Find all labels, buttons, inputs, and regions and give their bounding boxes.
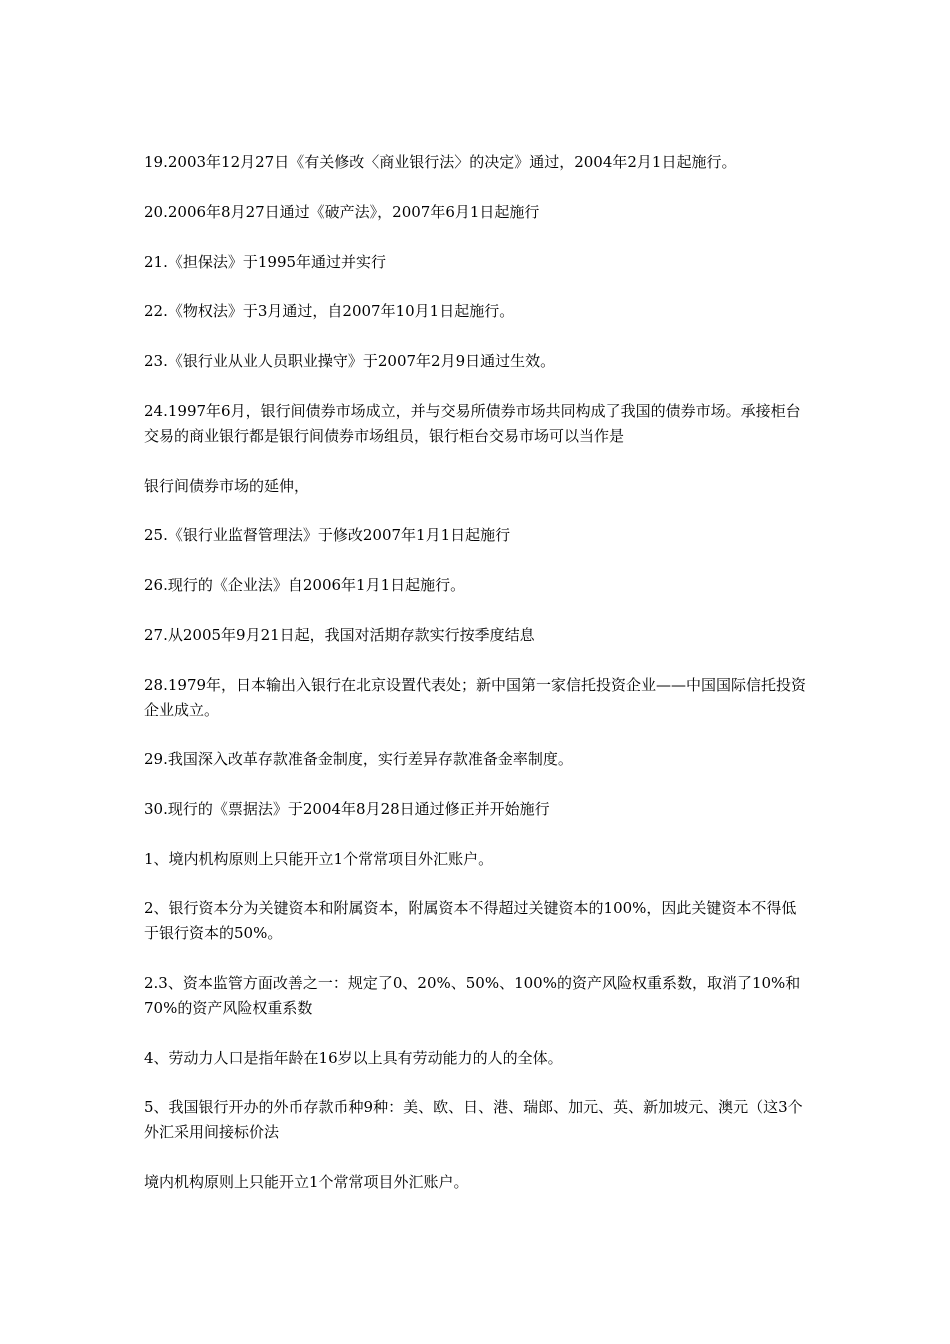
paragraph-23: 23.《银行业从业人员职业操守》于2007年2月9日通过生效。 [144,352,556,370]
paragraph-20: 20.2006年8月27日通过《破产法》，2007年6月1日起施行 [144,203,540,221]
paragraph-30: 30.现行的《票据法》于2004年8月28日通过修正并开始施行 [144,800,550,818]
paragraph-25: 25.《银行业监督管理法》于修改2007年1月1日起施行 [144,526,511,544]
paragraph-27: 27.从2005年9月21日起，我国对活期存款实行按季度结息 [144,626,535,644]
paragraph-item-5: 5、我国银行开办的外币存款币种9种：美、欧、日、港、瑞郎、加元、英、新加坡元、澳元（这3个外汇采用间接标价法 [144,1098,803,1141]
paragraph-item-2-3: 2.3、资本监管方面改善之一：规定了0、20%、50%、100%的资产风险权重系数，取消了10%和70%的资产风险权重系数 [144,974,801,1017]
paragraph-19: 19.2003年12月27日《有关修改〈商业银行法〉的决定》通过，2004年2月1日起施行。 [144,153,737,171]
paragraph-21: 21.《担保法》于1995年通过并实行 [144,253,387,271]
paragraph-item-1: 1、境内机构原则上只能开立1个常常项目外汇账户。 [144,850,494,868]
paragraph-closing: 境内机构原则上只能开立1个常常项目外汇账户。 [144,1173,469,1191]
paragraph-28: 28.1979年，日本输出入银行在北京设置代表处；新中国第一家信托投资企业——中国国际信托投资企业成立。 [144,676,807,719]
paragraph-22: 22.《物权法》于3月通过，自2007年10月1日起施行。 [144,302,515,320]
paragraph-24-continuation: 银行间债券市场的延伸， [144,477,310,495]
paragraph-item-2: 2、银行资本分为关键资本和附属资本，附属资本不得超过关键资本的100%，因此关键资本不得低于银行资本的50%。 [144,899,797,942]
paragraph-29: 29.我国深入改革存款准备金制度，实行差异存款准备金率制度。 [144,750,573,768]
paragraph-item-4: 4、劳动力人口是指年龄在16岁以上具有劳动能力的人的全体。 [144,1049,563,1067]
paragraph-24: 24.1997年6月，银行间债券市场成立，并与交易所债券市场共同构成了我国的债券市场。承接柜台交易的商业银行都是银行间债券市场组员，银行柜台交易市场可以当作是 [144,402,801,445]
paragraph-26: 26.现行的《企业法》自2006年1月1日起施行。 [144,576,466,594]
